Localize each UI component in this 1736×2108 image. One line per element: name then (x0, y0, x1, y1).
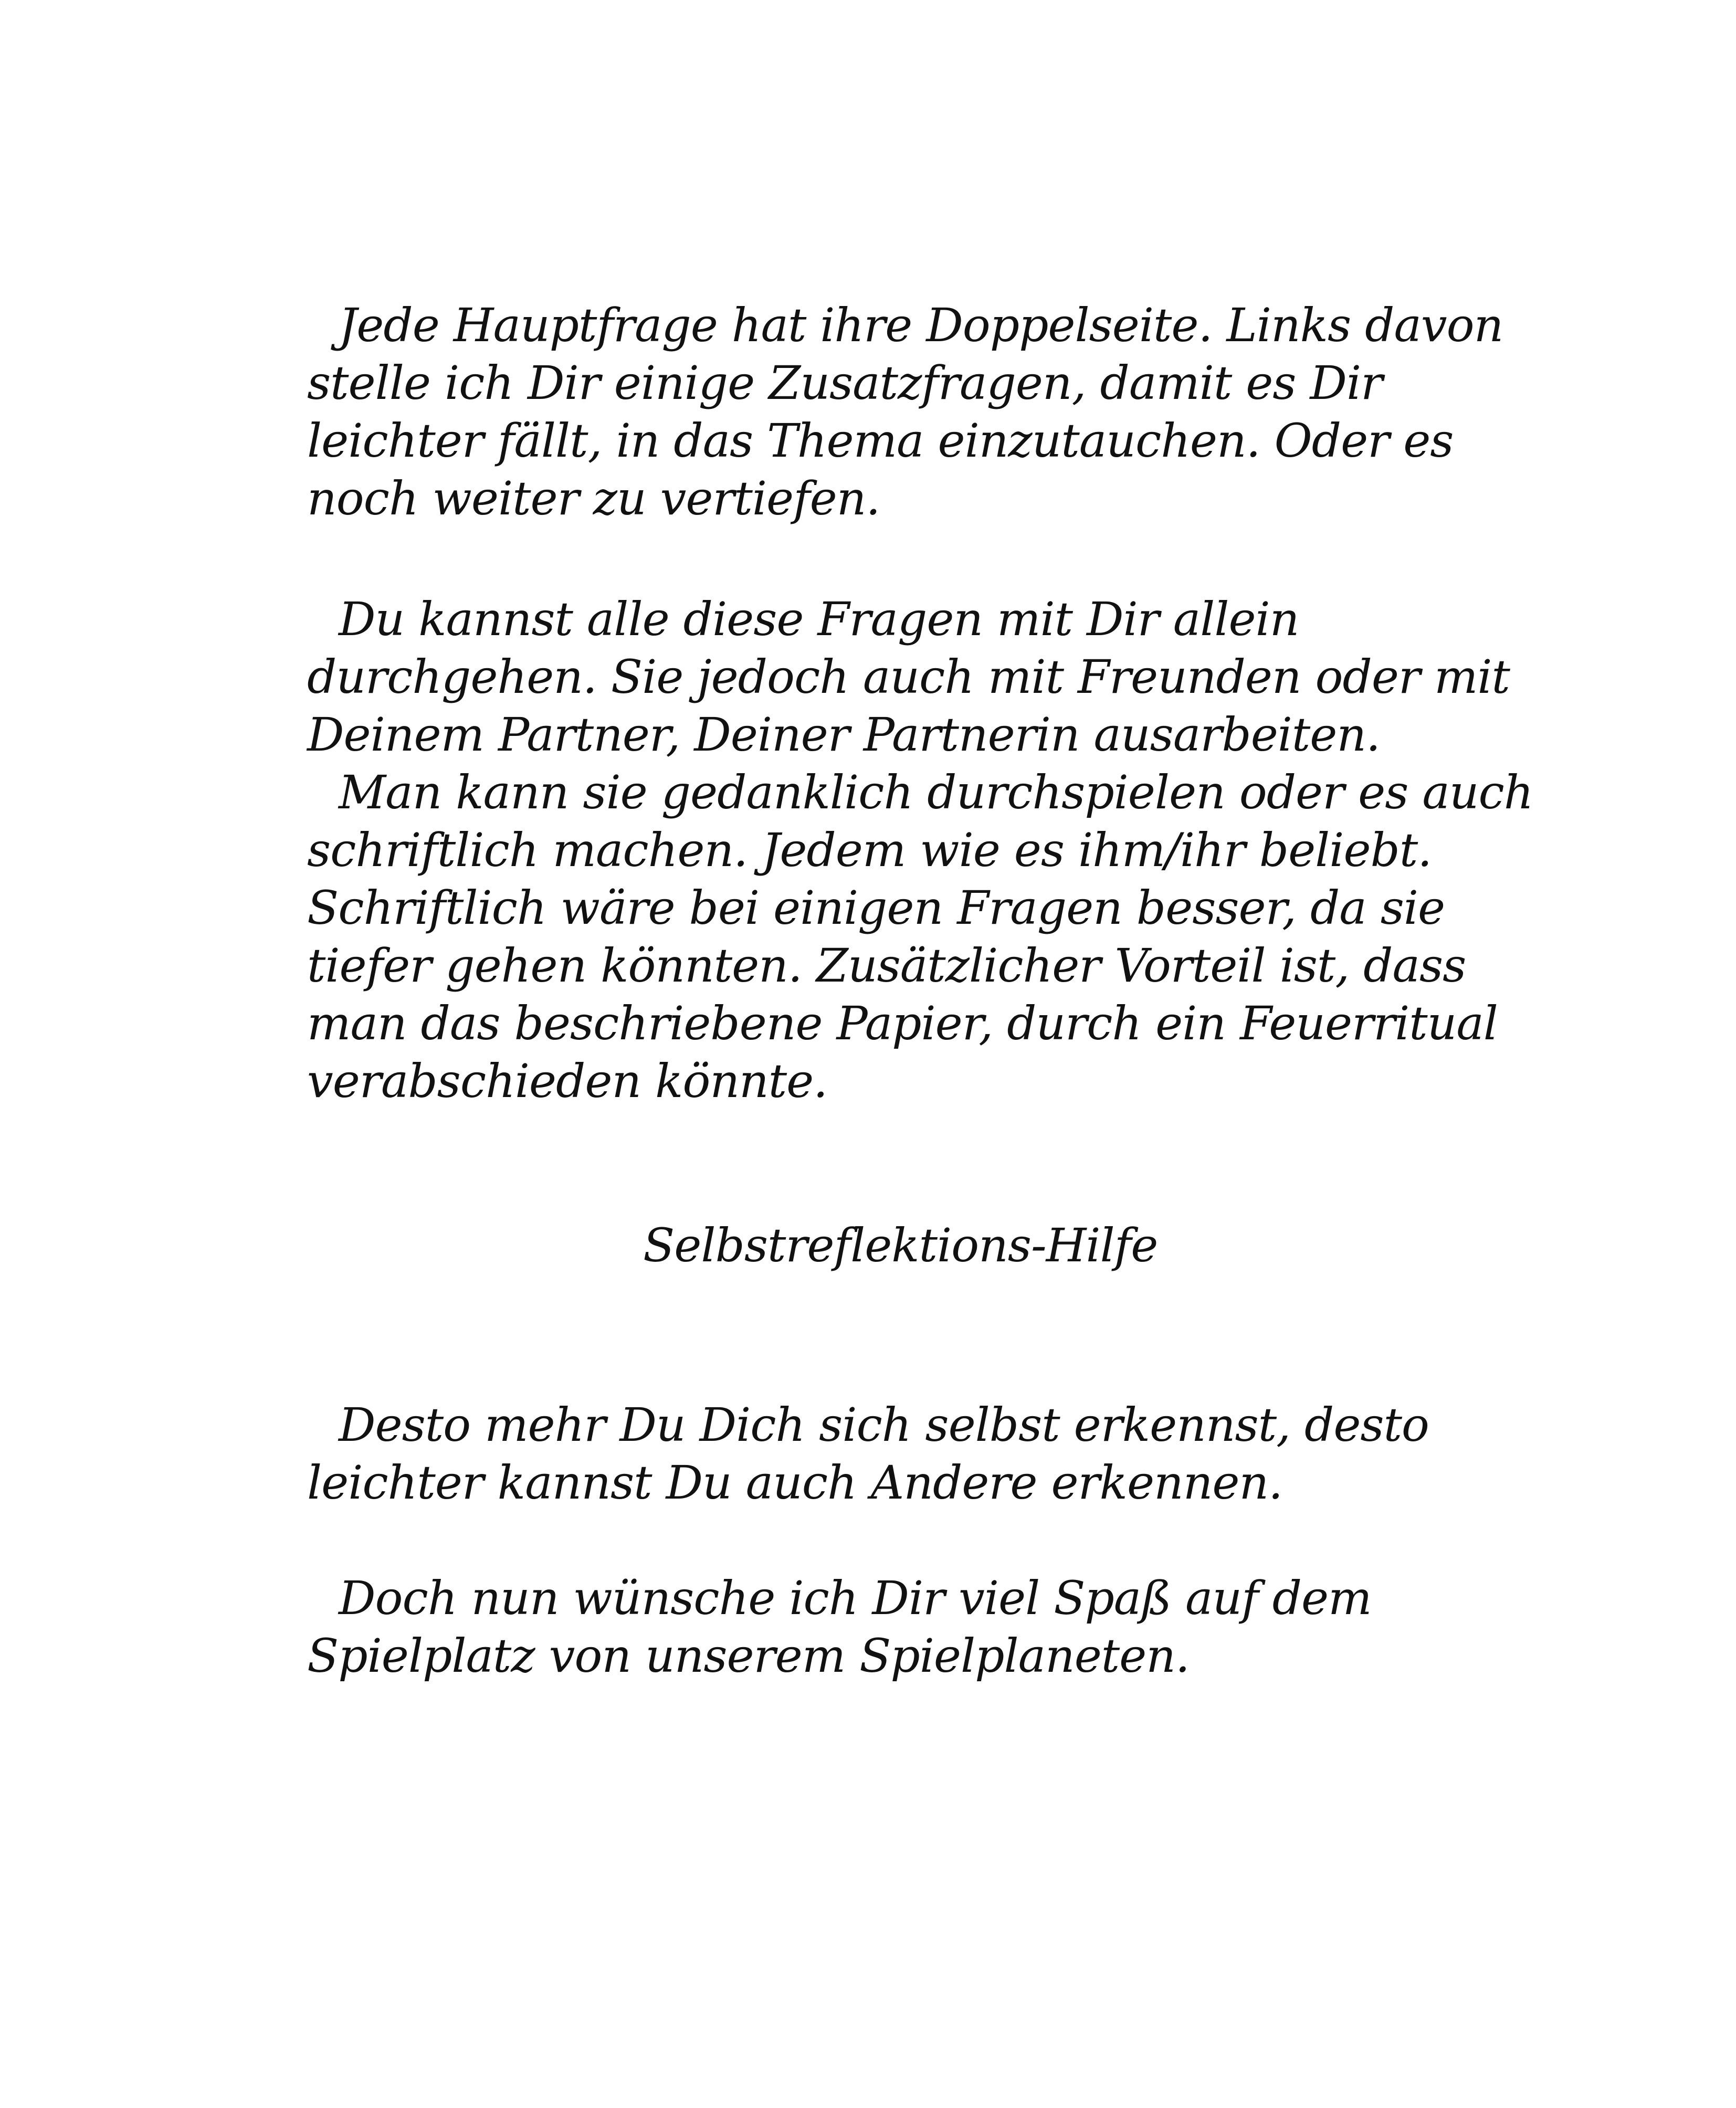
paragraph-3-line-6: verabschieden könnte. (307, 1054, 828, 1108)
paragraph-1-line-1: Jede Hauptfrage hat ihre Doppelseite. Links davon (339, 298, 1503, 352)
paragraph-3-line-3: Schriftlich wäre bei einigen Fragen besser, da sie (307, 881, 1445, 935)
section-heading: Selbstreflektions-Hilfe (643, 1218, 1158, 1272)
paragraph-2-line-1: Du kannst alle diese Fragen mit Dir allein (339, 592, 1299, 646)
paragraph-1-line-4: noch weiter zu vertiefen. (307, 471, 880, 525)
paragraph-3-line-1: Man kann sie gedanklich durchspielen oder es auch (339, 765, 1533, 819)
paragraph-3-line-4: tiefer gehen könnten. Zusätzlicher Vorteil ist, dass (307, 939, 1466, 993)
paragraph-4-line-1: Desto mehr Du Dich sich selbst erkennst, desto (339, 1398, 1429, 1452)
paragraph-1-line-3: leichter fällt, in das Thema einzutauchen. Oder es (307, 414, 1454, 468)
paragraph-3-line-2: schriftlich machen. Jedem wie es ihm/ihr beliebt. (307, 823, 1432, 877)
paragraph-1-line-2: stelle ich Dir einige Zusatzfragen, damit es Dir (307, 356, 1383, 410)
paragraph-5-line-2: Spielplatz von unserem Spielplaneten. (307, 1629, 1190, 1683)
paragraph-2-line-2: durchgehen. Sie jedoch auch mit Freunden oder mit (307, 650, 1510, 704)
paragraph-3-line-5: man das beschriebene Papier, durch ein Feuerritual (307, 996, 1498, 1050)
paragraph-2-line-3: Deinem Partner, Deiner Partnerin ausarbeiten. (307, 708, 1381, 762)
paragraph-4-line-2: leichter kannst Du auch Andere erkennen. (307, 1456, 1283, 1510)
paragraph-5-line-1: Doch nun wünsche ich Dir viel Spaß auf dem (339, 1571, 1372, 1625)
